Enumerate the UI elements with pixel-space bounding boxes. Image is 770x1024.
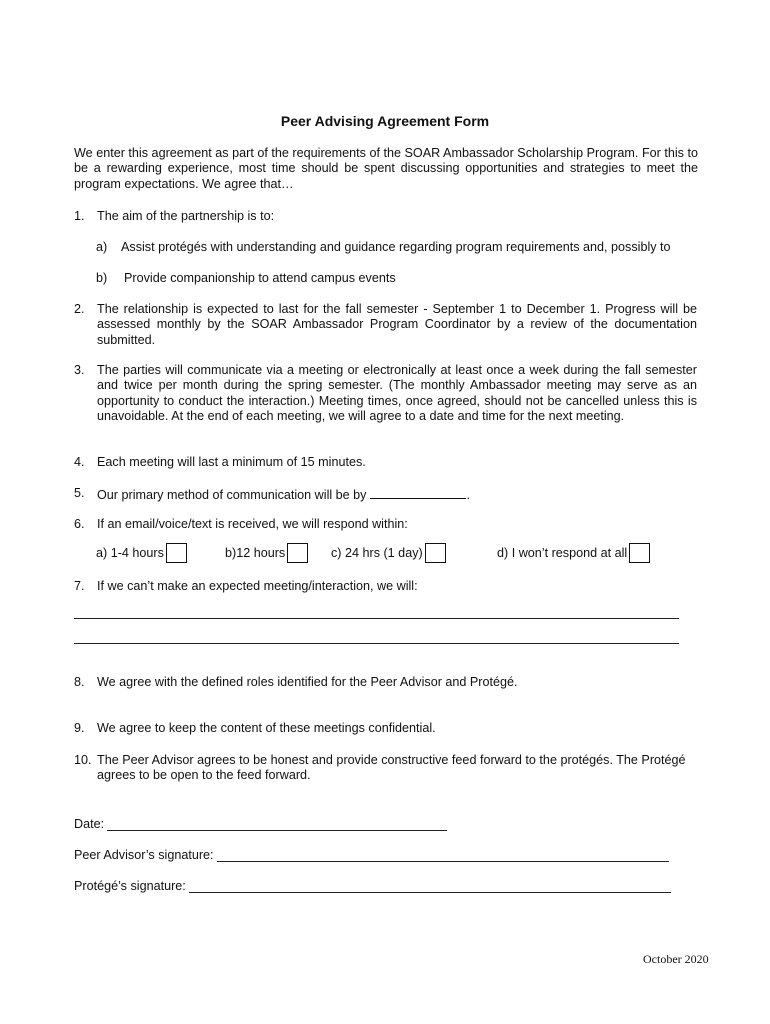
response-option-label: c) 24 hrs (1 day) xyxy=(331,546,423,560)
item-text-label: Our primary method of communication will be by xyxy=(97,488,367,502)
item-text: If an email/voice/text is received, we will respond within: xyxy=(97,517,408,531)
response-option-label: d) I won’t respond at all xyxy=(497,546,628,560)
response-checkbox[interactable] xyxy=(629,543,650,563)
answer-line[interactable] xyxy=(74,643,679,644)
item-text: The Peer Advisor agrees to be honest and provide constructive feed forward to the protégés. The Protégé agrees to be open to the feed forward. xyxy=(97,753,686,783)
footer-date: October 2020 xyxy=(643,952,709,966)
subitem-text: Assist protégés with understanding and guidance regarding program requirements and, possibly to xyxy=(121,240,671,254)
item-text: The parties will communicate via a meeting or electronically at least once a week during the fall semester and twice per month during the spring semester. (The monthly Ambassador meeting may serve as an opportunity to conduct the interaction.) Meeting times, once agreed, should not be cancelled unless this is unavoidable. At the end of each meeting, we will agree to a date and time for the next meeting. xyxy=(97,363,697,424)
answer-line[interactable] xyxy=(74,618,679,619)
item-number: 5. xyxy=(74,486,85,500)
protege-signature-line[interactable] xyxy=(189,880,671,893)
intro-paragraph: We enter this agreement as part of the requirements of the SOAR Ambassador Scholarship Program. For this to be a rewarding experience, most time should be spent discussing opportunities and strategies to meet the program expectations. We agree that… xyxy=(74,146,698,191)
communication-method-blank[interactable] xyxy=(370,486,466,499)
item-number: 4. xyxy=(74,455,85,469)
item-text: Each meeting will last a minimum of 15 minutes. xyxy=(97,455,366,469)
response-option xyxy=(225,543,308,563)
response-option xyxy=(331,543,446,563)
item-number: 2. xyxy=(74,302,85,316)
item-text: The aim of the partnership is to: xyxy=(97,209,275,223)
subitem-text: Provide companionship to attend campus events xyxy=(124,271,396,285)
response-checkbox[interactable] xyxy=(166,543,187,563)
item-number: 1. xyxy=(74,209,85,223)
date-line[interactable] xyxy=(107,818,447,831)
subitem-letter: b) xyxy=(96,271,108,285)
page-title: Peer Advising Agreement Form xyxy=(280,113,490,129)
item-text: If we can’t make an expected meeting/interaction, we will: xyxy=(97,579,418,593)
item-number: 7. xyxy=(74,579,85,593)
protege-signature-field xyxy=(74,879,671,893)
item-number: 3. xyxy=(74,363,85,377)
item-number: 8. xyxy=(74,675,85,689)
item-number: 6. xyxy=(74,517,85,531)
item-text: The relationship is expected to last for the fall semester - September 1 to December 1. Progress will be assessed monthly by the SOAR Ambassador Program Coordinator by a review of the documentation submitted. xyxy=(97,302,697,347)
response-option xyxy=(96,543,187,563)
advisor-signature-line[interactable] xyxy=(217,849,669,862)
item-text: We agree to keep the content of these meetings confidential. xyxy=(97,721,436,735)
item-number: 10. xyxy=(74,753,92,767)
date-label: Date: xyxy=(74,817,105,831)
date-field xyxy=(74,817,447,831)
protege-signature-label: Protégé’s signature: xyxy=(74,879,186,893)
response-option-label: a) 1-4 hours xyxy=(96,546,164,560)
response-option xyxy=(497,543,650,563)
response-checkbox[interactable] xyxy=(287,543,308,563)
subitem-letter: a) xyxy=(96,240,108,254)
item-number: 9. xyxy=(74,721,85,735)
item-text-suffix: . xyxy=(466,488,470,502)
item-text: We agree with the defined roles identified for the Peer Advisor and Protégé. xyxy=(97,675,518,689)
item-text xyxy=(97,486,697,503)
advisor-signature-label: Peer Advisor’s signature: xyxy=(74,848,214,862)
advisor-signature-field xyxy=(74,848,669,862)
response-checkbox[interactable] xyxy=(425,543,446,563)
response-option-label: b)12 hours xyxy=(225,546,286,560)
